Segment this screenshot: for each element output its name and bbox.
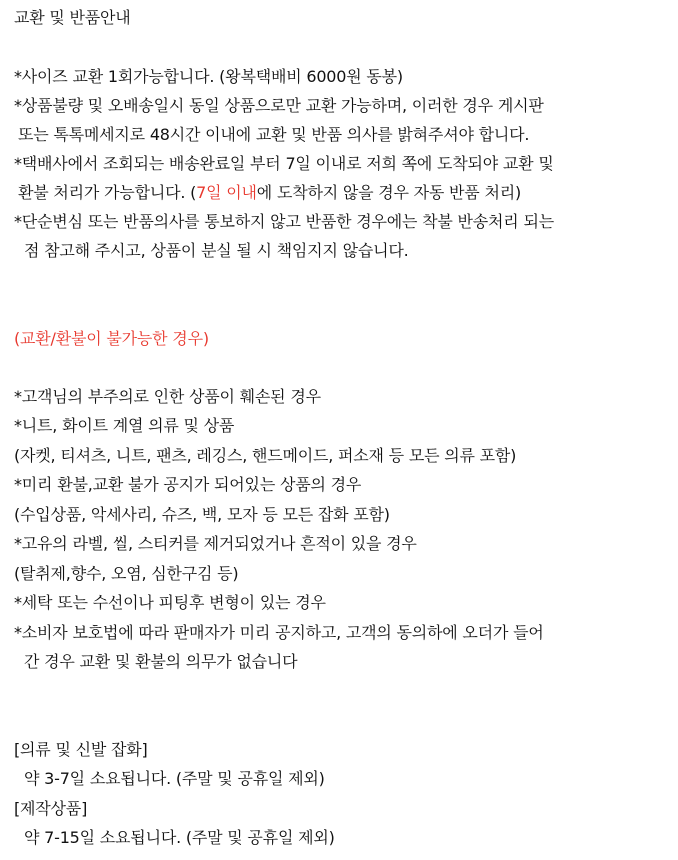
not-allowed-item: *고유의 라벨, 씰, 스티커를 제거되었거나 흔적이 있을 경우 <box>14 534 417 553</box>
note-delivery-window: *택배사에서 조회되는 배송완료일 부터 7일 이내로 저희 쪽에 도착되야 교환 및 <box>14 154 554 173</box>
refund-suffix: 에 도착하지 않을 경우 자동 반품 처리) <box>256 183 521 202</box>
shipping-label-custom: [제작상품] <box>14 799 88 818</box>
shipping-value-custom: 약 7-15일 소요됩니다. (주말 및 공휴일 제외) <box>24 828 335 847</box>
refund-prefix: 환불 처리가 가능합니다. ( <box>18 183 197 202</box>
not-allowed-item: (탈취제,향수, 오염, 심한구김 등) <box>14 564 239 583</box>
not-allowed-heading: (교환/환불이 불가능한 경우) <box>14 329 209 348</box>
note-refund-processing <box>18 183 521 203</box>
not-allowed-item: (수입상품, 악세사리, 슈즈, 백, 모자 등 모든 잡화 포함) <box>14 505 390 524</box>
shipping-label-apparel: [의류 및 신발 잡화] <box>14 740 148 759</box>
note-defect-exchange-cont: 또는 톡톡메세지로 48시간 이내에 교환 및 반품 의사를 밝혀주셔야 합니다. <box>18 125 530 144</box>
note-defect-exchange: *상품불량 및 오배송일시 동일 상품으로만 교환 가능하며, 이러한 경우 게시판 <box>14 96 544 115</box>
refund-deadline-highlight: 7일 이내 <box>196 183 257 202</box>
note-simple-change: *단순변심 또는 반품의사를 통보하지 않고 반품한 경우에는 착불 반송처리 되는 <box>14 212 554 231</box>
note-size-exchange: *사이즈 교환 1회가능합니다. (왕복택배비 6000원 동봉) <box>14 67 403 86</box>
note-simple-change-cont: 점 참고해 주시고, 상품이 분실 될 시 책임지지 않습니다. <box>24 241 409 260</box>
not-allowed-item: *세탁 또는 수선이나 피팅후 변형이 있는 경우 <box>14 593 326 612</box>
not-allowed-item: *소비자 보호법에 따라 판매자가 미리 공지하고, 고객의 동의하에 오더가 들어 <box>14 623 544 642</box>
not-allowed-item: *고객님의 부주의로 인한 상품이 훼손된 경우 <box>14 387 321 406</box>
not-allowed-item: *미리 환불,교환 불가 공지가 되어있는 상품의 경우 <box>14 475 362 494</box>
not-allowed-item: *니트, 화이트 계열 의류 및 상품 <box>14 416 235 435</box>
page-title: 교환 및 반품안내 <box>14 8 131 27</box>
shipping-value-apparel: 약 3-7일 소요됩니다. (주말 및 공휴일 제외) <box>24 769 325 788</box>
not-allowed-item: 간 경우 교환 및 환불의 의무가 없습니다 <box>24 652 298 671</box>
not-allowed-item: (자켓, 티셔츠, 니트, 팬츠, 레깅스, 핸드메이드, 퍼소재 등 모든 의류 포함) <box>14 446 517 465</box>
